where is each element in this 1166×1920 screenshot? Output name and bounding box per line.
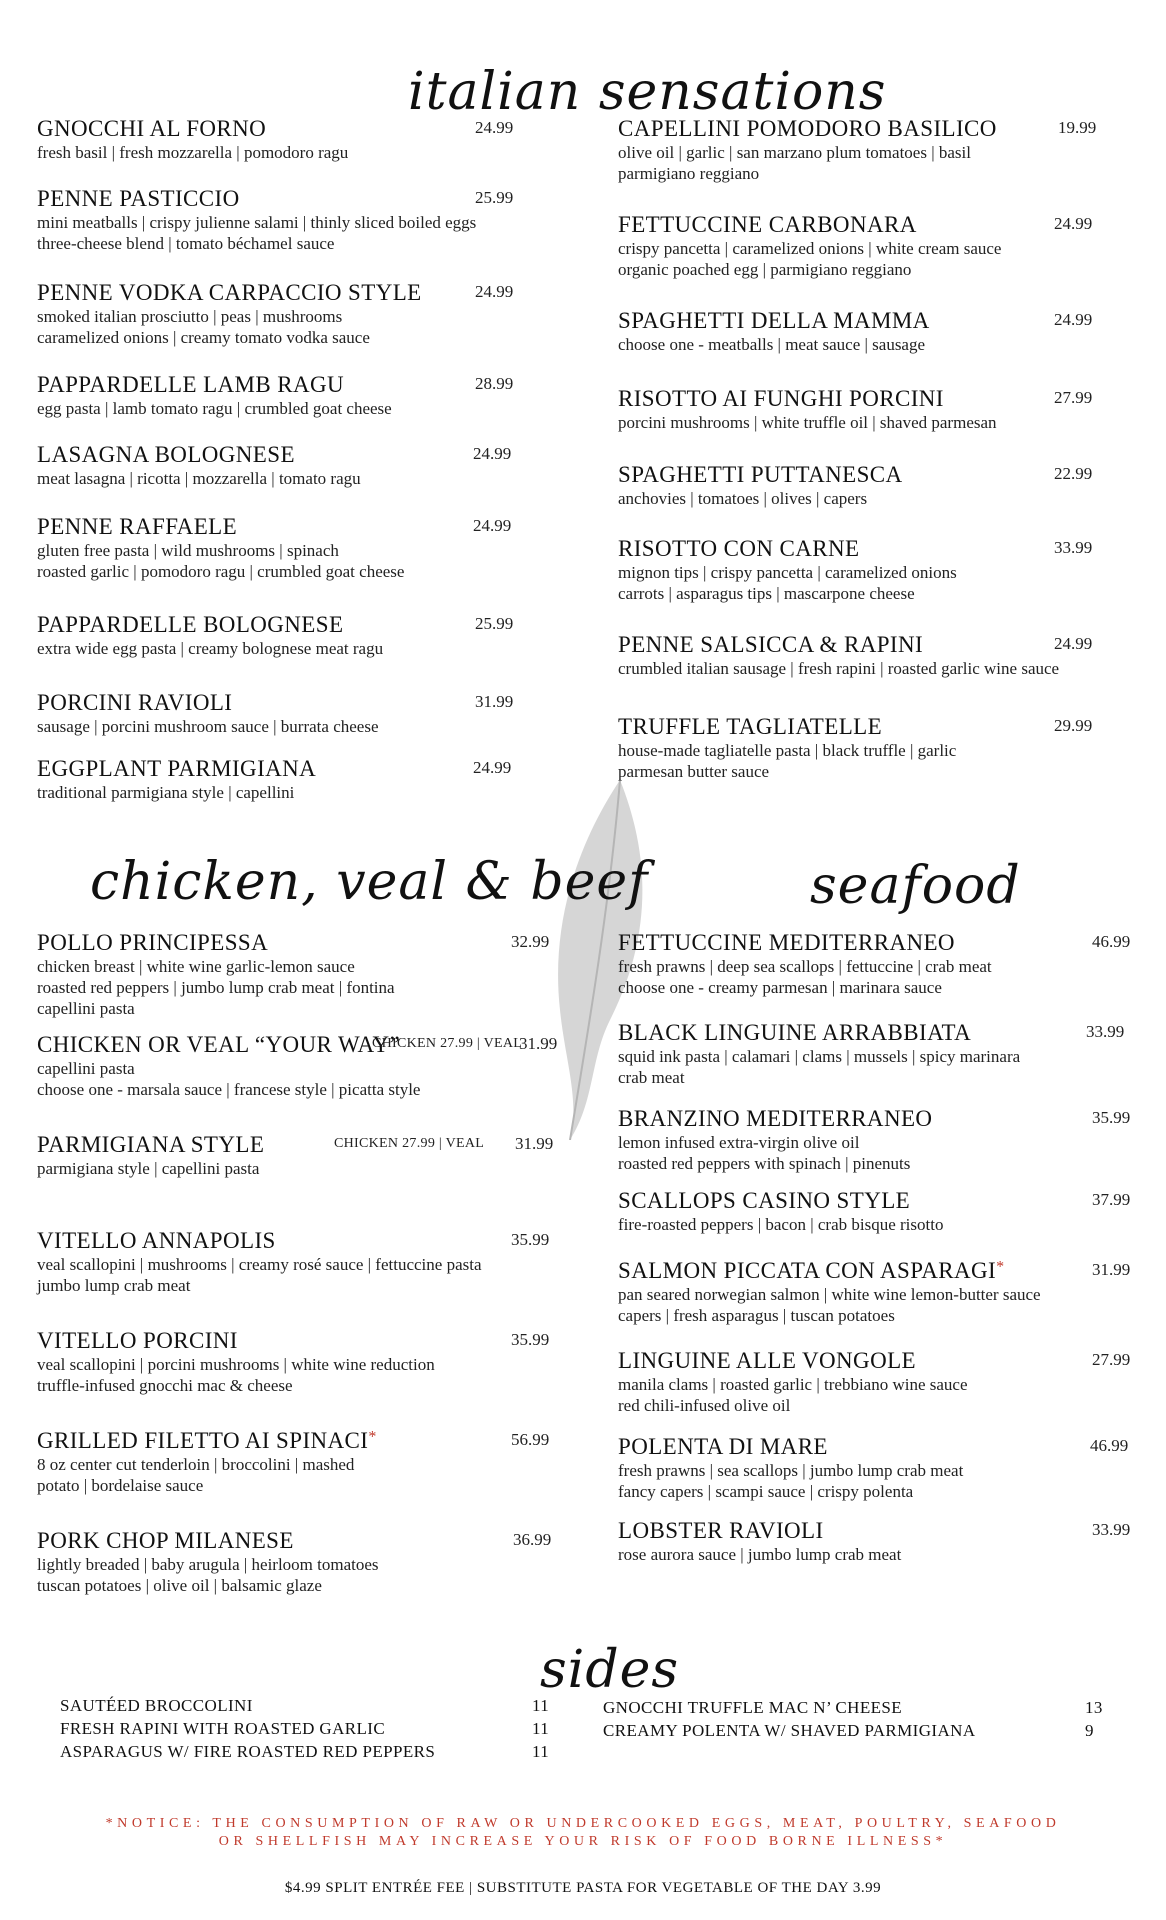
menu-item-price: 37.99: [1092, 1190, 1131, 1209]
description-line: capellini pasta: [37, 999, 135, 1018]
menu-item-name: GNOCCHI AL FORNO: [37, 116, 267, 141]
description-line: house-made tagliatelle pasta | black truffle | garlic: [618, 741, 957, 760]
menu-item: [37, 186, 514, 254]
menu-item-name: PARMIGIANA STYLE: [37, 1132, 265, 1157]
raw-notice-asterisk: *: [368, 1428, 377, 1446]
menu-item-header: [618, 714, 1093, 740]
menu-item-name: PORCINI RAVIOLI: [37, 690, 233, 715]
menu-item: [37, 930, 550, 1019]
menu-item-price: 19.99: [1058, 118, 1097, 137]
menu-item-description: [618, 740, 956, 782]
menu-item-price: 24.99: [473, 444, 512, 463]
menu-item-header: [618, 1348, 1131, 1374]
side-item-price: 9: [1085, 1721, 1094, 1740]
menu-item-price: 35.99: [511, 1330, 550, 1349]
description-line: crispy pancetta | caramelized onions | white cream sauce: [618, 239, 1002, 258]
menu-item-name: POLENTA DI MARE: [618, 1434, 828, 1459]
menu-item-price: 33.99: [1086, 1022, 1125, 1041]
menu-item: [37, 1032, 558, 1100]
description-line: porcini mushrooms | white truffle oil | shaved parmesan: [618, 413, 997, 432]
description-line: crumbled italian sausage | fresh rapini | roasted garlic wine sauce: [618, 659, 1060, 678]
menu-item-header: [618, 212, 1093, 238]
menu-item-description: [37, 212, 476, 254]
menu-item: [618, 116, 1097, 184]
menu-item-name: FETTUCCINE CARBONARA: [618, 212, 917, 237]
menu-item-price: 25.99: [475, 614, 514, 633]
description-line: capellini pasta: [37, 1059, 135, 1078]
description-line: truffle-infused gnocchi mac & cheese: [37, 1376, 293, 1395]
menu-item-description: [37, 142, 348, 163]
raw-notice-asterisk: *: [996, 1258, 1005, 1276]
sides-right-column: [603, 1698, 1103, 1744]
menu-item-price: 31.99: [515, 1134, 554, 1153]
menu-item-price: 27.99: [1054, 388, 1093, 407]
side-item-price: 11: [532, 1719, 550, 1738]
menu-item-price: 28.99: [475, 374, 514, 393]
menu-item-price: 24.99: [475, 118, 514, 137]
menu-item-price: 35.99: [511, 1230, 550, 1249]
menu-item-header: [37, 1328, 550, 1354]
menu-item-description: [618, 1046, 1020, 1088]
menu-item: [618, 1188, 1131, 1235]
menu-item: [37, 1528, 552, 1596]
description-line: pan seared norwegian salmon | white wine lemon-butter sauce: [618, 1285, 1041, 1304]
menu-item-name: PENNE SALSICCA & RAPINI: [618, 632, 924, 657]
menu-item-header: [37, 1032, 558, 1058]
menu-item-price: 22.99: [1054, 464, 1093, 483]
description-line: capers | fresh asparagus | tuscan potatoes: [618, 1306, 895, 1325]
menu-item-price: 27.99: [1092, 1350, 1131, 1369]
description-line: potato | bordelaise sauce: [37, 1476, 204, 1495]
description-line: roasted red peppers with spinach | pinenuts: [618, 1154, 911, 1173]
menu-item: [37, 1428, 550, 1496]
menu-item-name: VITELLO PORCINI: [37, 1328, 238, 1353]
description-line: lemon infused extra-virgin olive oil: [618, 1133, 860, 1152]
menu-item-price: 24.99: [1054, 310, 1093, 329]
menu-item-header: [618, 462, 1093, 488]
menu-item-description: [618, 1214, 943, 1235]
menu-item-name: PORK CHOP MILANESE: [37, 1528, 294, 1553]
menu-item: [37, 1228, 550, 1296]
menu-item-header: [618, 386, 1093, 412]
description-line: extra wide egg pasta | creamy bolognese meat ragu: [37, 639, 384, 658]
menu-item-price: 46.99: [1090, 1436, 1129, 1455]
menu-item-description: [37, 1354, 435, 1396]
description-line: parmesan butter sauce: [618, 762, 770, 781]
menu-item: [618, 536, 1093, 604]
menu-item: [618, 1258, 1131, 1326]
description-line: anchovies | tomatoes | olives | capers: [618, 489, 868, 508]
menu-item: [618, 930, 1131, 998]
menu-item-header: [618, 1258, 1131, 1284]
menu-item-description: [618, 1132, 932, 1174]
description-line: fresh prawns | deep sea scallops | fettuccine | crab meat: [618, 957, 992, 976]
sides-title: sides: [540, 1640, 680, 1700]
menu-item-name: POLLO PRINCIPESSA: [37, 930, 269, 955]
menu-item-price: 31.99: [519, 1034, 558, 1053]
menu-item-header: [37, 930, 550, 956]
footer-note: $4.99 SPLIT ENTRÉE FEE | SUBSTITUTE PASTA FOR VEGETABLE OF THE DAY 3.99: [284, 1880, 882, 1896]
menu-item: [37, 612, 514, 659]
menu-item-header: [37, 1132, 554, 1158]
menu-item-name: SPAGHETTI DELLA MAMMA: [618, 308, 930, 333]
side-item-price: 11: [532, 1696, 550, 1715]
menu-item-name: RISOTTO CON CARNE: [618, 536, 860, 561]
menu-item-header: [618, 536, 1093, 562]
menu-item-description: [618, 334, 930, 355]
menu-item-price: 24.99: [475, 282, 514, 301]
menu-item-header: [618, 116, 1097, 142]
chicken-veal-beef-title: chicken, veal & beef: [90, 852, 649, 912]
menu-item-header: [37, 442, 512, 468]
menu-item-description: [37, 782, 316, 803]
menu-item-name: CAPELLINI POMODORO BASILICO: [618, 116, 997, 141]
menu-item: [618, 308, 1093, 355]
description-line: tuscan potatoes | olive oil | balsamic glaze: [37, 1576, 322, 1595]
side-item-name: ASPARAGUS W/ FIRE ROASTED RED PEPPERS: [60, 1742, 436, 1761]
description-line: mignon tips | crispy pancetta | caramelized onions: [618, 563, 957, 582]
menu-item: [618, 1434, 1129, 1502]
menu-item-header: [37, 1428, 550, 1454]
menu-item: [618, 1020, 1125, 1088]
description-line: egg pasta | lamb tomato ragu | crumbled goat cheese: [37, 399, 392, 418]
description-line: veal scallopini | porcini mushrooms | white wine reduction: [37, 1355, 435, 1374]
description-line: roasted red peppers | jumbo lump crab meat | fontina: [37, 978, 395, 997]
side-item-name: FRESH RAPINI WITH ROASTED GARLIC: [60, 1719, 386, 1738]
menu-item-description: [618, 1544, 901, 1565]
side-item-price: 11: [532, 1742, 550, 1761]
menu-item: [618, 1518, 1131, 1565]
description-line: 8 oz center cut tenderloin | broccolini | mashed: [37, 1455, 355, 1474]
description-line: crab meat: [618, 1068, 685, 1087]
description-line: roasted garlic | pomodoro ragu | crumbled goat cheese: [37, 562, 405, 581]
menu-item-price: 29.99: [1054, 716, 1093, 735]
menu-item-name: PAPPARDELLE LAMB RAGU: [37, 372, 345, 397]
menu-item: [37, 1328, 550, 1396]
menu-item-price: 24.99: [473, 758, 512, 777]
menu-item-name: CHICKEN OR VEAL “YOUR WAY”: [37, 1032, 401, 1057]
menu-item-header: [618, 930, 1131, 956]
menu-item-name: PENNE PASTICCIO: [37, 186, 240, 211]
menu-item-header: [37, 756, 512, 782]
side-item: [603, 1698, 1103, 1721]
menu-item-price: 31.99: [475, 692, 514, 711]
menu-item-name: PENNE VODKA CARPACCIO STYLE: [37, 280, 422, 305]
menu-item-sub-prices: CHICKEN 27.99 | VEAL: [372, 1036, 523, 1051]
side-item: [60, 1696, 555, 1719]
menu-item-header: [37, 612, 514, 638]
menu-item-name: PAPPARDELLE BOLOGNESE: [37, 612, 344, 637]
description-line: fresh basil | fresh mozzarella | pomodoro ragu: [37, 143, 349, 162]
sides-left-column: [60, 1696, 555, 1765]
side-item-price: 13: [1085, 1698, 1103, 1717]
italian-sensations-title: italian sensations: [408, 62, 887, 122]
menu-item-description: [618, 1284, 1041, 1326]
description-line: caramelized onions | creamy tomato vodka sauce: [37, 328, 370, 347]
menu-item-description: [37, 1254, 482, 1296]
menu-item: [37, 280, 514, 348]
menu-item: [37, 1132, 554, 1179]
menu-item-description: [618, 488, 903, 509]
menu-item-price: 25.99: [475, 188, 514, 207]
side-item: [603, 1721, 1100, 1744]
menu-item-description: [618, 1374, 968, 1416]
menu-item: [37, 514, 512, 582]
menu-item-name: SCALLOPS CASINO STYLE: [618, 1188, 911, 1213]
description-line: red chili-infused olive oil: [618, 1396, 791, 1415]
menu-item-name: EGGPLANT PARMIGIANA: [37, 756, 317, 781]
menu-item: [37, 372, 514, 419]
description-line: lightly breaded | baby arugula | heirloom tomatoes: [37, 1555, 379, 1574]
menu-item-price: 32.99: [511, 932, 550, 951]
menu-item-name: BRANZINO MEDITERRANEO: [618, 1106, 933, 1131]
menu-item-description: [618, 956, 992, 998]
menu-item-description: [37, 540, 404, 582]
menu-item-price: 24.99: [1054, 214, 1093, 233]
menu-item-name: VITELLO ANNAPOLIS: [37, 1228, 276, 1253]
menu-item-header: [37, 1228, 550, 1254]
menu-item-name: GRILLED FILETTO AI SPINACI: [37, 1428, 369, 1453]
menu-item-description: [37, 956, 395, 1019]
menu-item-sub-prices: CHICKEN 27.99 | VEAL: [334, 1136, 485, 1151]
menu-item-description: [618, 562, 957, 604]
menu-item-price: 24.99: [1054, 634, 1093, 653]
menu-item: [37, 116, 514, 163]
menu-item-header: [37, 690, 514, 716]
menu-item-name: TRUFFLE TAGLIATELLE: [618, 714, 883, 739]
menu-item: [618, 714, 1093, 782]
menu-item-price: 35.99: [1092, 1108, 1131, 1127]
description-line: mini meatballs | crispy julienne salami | thinly sliced boiled eggs: [37, 213, 477, 232]
menu-item: [618, 632, 1093, 679]
side-item-name: CREAMY POLENTA W/ SHAVED PARMIGIANA: [603, 1721, 976, 1740]
description-line: gluten free pasta | wild mushrooms | spinach: [37, 541, 339, 560]
menu-item-name: LINGUINE ALLE VONGOLE: [618, 1348, 916, 1373]
menu-item-name: PENNE RAFFAELE: [37, 514, 238, 539]
menu-item-price: 24.99: [473, 516, 512, 535]
menu-item: [37, 442, 512, 489]
description-line: smoked italian prosciutto | peas | mushrooms: [37, 307, 343, 326]
menu-item-header: [618, 308, 1093, 334]
menu-item-description: [618, 658, 1059, 679]
menu-item-description: [37, 1058, 420, 1100]
menu-item-header: [37, 1528, 552, 1554]
description-line: carrots | asparagus tips | mascarpone cheese: [618, 584, 915, 603]
description-line: olive oil | garlic | san marzano plum tomatoes | basil: [618, 143, 971, 162]
menu-item-name: SALMON PICCATA CON ASPARAGI: [618, 1258, 997, 1283]
description-line: fancy capers | scampi sauce | crispy polenta: [618, 1482, 914, 1501]
description-line: rose aurora sauce | jumbo lump crab meat: [618, 1545, 902, 1564]
menu-item-price: 31.99: [1092, 1260, 1131, 1279]
menu-item-name: BLACK LINGUINE ARRABBIATA: [618, 1020, 972, 1045]
menu-item-header: [618, 1518, 1131, 1544]
food-safety-notice: [0, 1815, 1166, 1851]
side-item: [60, 1719, 555, 1742]
side-item-name: SAUTÉED BROCCOLINI: [60, 1696, 253, 1715]
menu-item-description: [37, 1158, 264, 1179]
menu-item-description: [37, 398, 392, 419]
description-line: meat lasagna | ricotta | mozzarella | tomato ragu: [37, 469, 361, 488]
menu-item: [618, 1348, 1131, 1416]
description-line: choose one - creamy parmesan | marinara sauce: [618, 978, 942, 997]
menu-item-price: 56.99: [511, 1430, 550, 1449]
description-line: fire-roasted peppers | bacon | crab bisque risotto: [618, 1215, 944, 1234]
menu-item-header: [37, 186, 514, 212]
menu-item-header: [618, 632, 1093, 658]
description-line: parmigiana style | capellini pasta: [37, 1159, 260, 1178]
menu-item-description: [37, 1554, 379, 1596]
description-line: chicken breast | white wine garlic-lemon sauce: [37, 957, 355, 976]
description-line: parmigiano reggiano: [618, 164, 760, 183]
menu-item-header: [618, 1434, 1129, 1460]
menu-item-price: 36.99: [513, 1530, 552, 1549]
description-line: choose one - marsala sauce | francese style | picatta style: [37, 1080, 421, 1099]
description-line: jumbo lump crab meat: [37, 1276, 191, 1295]
menu-item: [618, 462, 1093, 509]
menu-item-description: [37, 468, 361, 489]
menu-item-description: [618, 238, 1001, 280]
menu-item-name: LASAGNA BOLOGNESE: [37, 442, 295, 467]
menu-item: [37, 756, 512, 803]
menu-item-price: 46.99: [1092, 932, 1131, 951]
menu-item-header: [37, 514, 512, 540]
description-line: organic poached egg | parmigiano reggiano: [618, 260, 912, 279]
description-line: veal scallopini | mushrooms | creamy rosé sauce | fettuccine pasta: [37, 1255, 482, 1274]
menu-item: [618, 1106, 1131, 1174]
menu-item: [618, 386, 1093, 433]
menu-item-description: [37, 1454, 376, 1496]
menu-item-name: SPAGHETTI PUTTANESCA: [618, 462, 903, 487]
menu-item-name: RISOTTO AI FUNGHI PORCINI: [618, 386, 944, 411]
menu-item-description: [37, 638, 383, 659]
description-line: choose one - meatballs | meat sauce | sausage: [618, 335, 926, 354]
description-line: traditional parmigiana style | capellini: [37, 783, 295, 802]
menu-item-description: [618, 142, 997, 184]
description-line: three-cheese blend | tomato béchamel sauce: [37, 234, 335, 253]
menu-item-header: [37, 280, 514, 306]
menu-item-header: [37, 116, 514, 142]
seafood-title: seafood: [810, 856, 1021, 916]
description-line: fresh prawns | sea scallops | jumbo lump crab meat: [618, 1461, 964, 1480]
menu-item-price: 33.99: [1092, 1520, 1131, 1539]
menu-item: [618, 212, 1093, 280]
menu-item-description: [618, 412, 997, 433]
description-line: manila clams | roasted garlic | trebbiano wine sauce: [618, 1375, 968, 1394]
menu-item-price: 33.99: [1054, 538, 1093, 557]
menu-item-description: [37, 306, 422, 348]
menu-item-header: [618, 1106, 1131, 1132]
menu-item-header: [37, 372, 514, 398]
side-item-name: GNOCCHI TRUFFLE MAC N’ CHEESE: [603, 1698, 903, 1717]
notice-line-2: OR SHELLFISH MAY INCREASE YOUR RISK OF FOOD BORNE ILLNESS*: [218, 1834, 948, 1849]
menu-item-description: [618, 1460, 963, 1502]
menu-item-description: [37, 716, 379, 737]
menu-item: [37, 690, 514, 737]
menu-item-header: [618, 1188, 1131, 1214]
menu-item-name: FETTUCCINE MEDITERRANEO: [618, 930, 955, 955]
menu-item-header: [618, 1020, 1125, 1046]
notice-line-1: *NOTICE: THE CONSUMPTION OF RAW OR UNDERCOOKED EGGS, MEAT, POULTRY, SEAFOOD: [105, 1816, 1061, 1831]
menu-item-name: LOBSTER RAVIOLI: [618, 1518, 824, 1543]
description-line: sausage | porcini mushroom sauce | burrata cheese: [37, 717, 379, 736]
description-line: squid ink pasta | calamari | clams | mussels | spicy marinara: [618, 1047, 1021, 1066]
side-item: [60, 1742, 555, 1765]
